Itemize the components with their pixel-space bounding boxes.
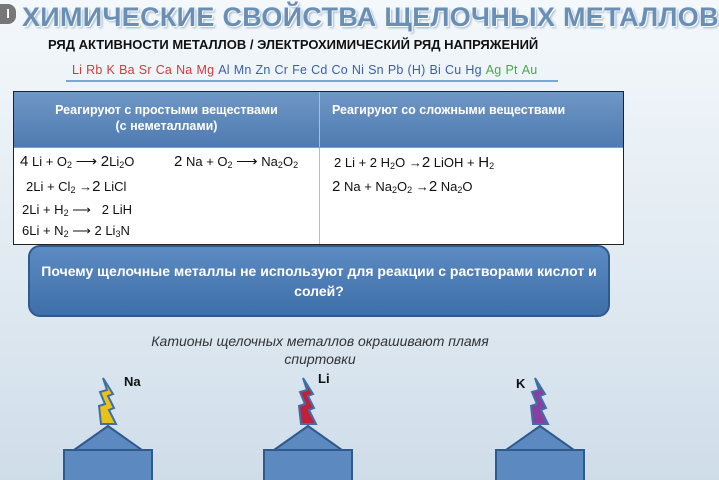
series-metal-13: Cd: [311, 63, 328, 77]
series-metal-12: Fe: [292, 63, 308, 77]
burner-body: [496, 450, 584, 480]
burner-li: [264, 378, 352, 480]
series-metal-24: Au: [521, 63, 538, 77]
series-metal-7: Mg: [196, 63, 215, 77]
slide-subtitle: РЯД АКТИВНОСТИ МЕТАЛЛОВ / ЭЛЕКТРОХИМИЧЕСКИЙ РЯД НАПРЯЖЕНИЙ: [48, 37, 539, 52]
activity-series: [72, 63, 541, 77]
series-metal-20: Cu: [444, 63, 462, 77]
reactions-table: [13, 91, 624, 245]
series-metal-2: K: [106, 63, 116, 77]
reaction-li-cl2: $2Li + Cl_2 \to 2$ LiCl: [26, 178, 127, 195]
label-na: Na: [124, 374, 141, 389]
series-metal-3: Ba: [119, 63, 135, 77]
reaction-li-o2: 4 $Li + O_2$ ⟶ $2Li_2O$: [20, 153, 135, 170]
slide-number-badge: I: [0, 4, 16, 24]
header-simple-substances: Реагируют с простыми веществами (с неметаллами): [55, 103, 278, 133]
series-metal-0: Li: [72, 63, 83, 77]
burner-cap: [74, 426, 142, 450]
burner-cap: [506, 426, 574, 450]
series-metal-5: Ca: [155, 63, 173, 77]
flame-k: [531, 378, 548, 424]
label-li: Li: [318, 371, 330, 386]
reaction-li-n2: $6Li + N_2$ ⟶ 2 $Li_3N$: [22, 223, 130, 239]
series-metal-1: Rb: [86, 63, 103, 77]
series-metal-19: Bi: [429, 63, 441, 77]
reaction-li-h2o: 2 Li + 2 $H_2O \to 2$ LiOH + $H_2$: [334, 154, 495, 171]
series-metal-17: Pb: [387, 63, 404, 77]
series-metal-11: Cr: [274, 63, 289, 77]
label-k: K: [516, 376, 526, 391]
series-metal-14: Co: [331, 63, 348, 77]
row-divider: [14, 147, 623, 148]
burner-cap: [274, 426, 342, 450]
burner-na: [64, 378, 152, 480]
burner-body: [64, 450, 152, 480]
burner-k: [496, 378, 584, 480]
series-metal-6: Na: [176, 63, 193, 77]
reaction-li-h2: $2Li + H_2$ ⟶ 2 LiH: [22, 202, 133, 218]
slide-title: ХИМИЧЕСКИЕ СВОЙСТВА ЩЕЛОЧНЫХ МЕТАЛЛОВ: [22, 2, 719, 32]
series-metal-16: Sn: [368, 63, 384, 77]
flame-na: [99, 378, 116, 424]
flame-li: [299, 378, 316, 424]
series-metal-8: Al: [218, 63, 230, 77]
series-metal-22: Ag: [485, 63, 502, 77]
question-callout: Почему щелочные металлы не используют для реакции с растворами кислот и солей?: [28, 245, 610, 317]
series-metal-9: Mn: [233, 63, 252, 77]
series-metal-10: Zn: [255, 63, 271, 77]
series-metal-23: Pt: [505, 63, 518, 77]
burner-body: [264, 450, 352, 480]
series-metal-4: Sr: [138, 63, 152, 77]
reaction-na-na2o2: 2 $Na + Na_2O_2 \to 2$ $Na_2O$: [332, 178, 473, 195]
burners-illustration: [0, 370, 640, 480]
flame-caption: Катионы щелочных металлов окрашивают пламя спиртовки: [151, 333, 489, 367]
series-metal-18: (H): [407, 63, 426, 77]
series-underline: [66, 80, 558, 82]
series-metal-15: Ni: [351, 63, 365, 77]
header-complex-substances: Реагируют со сложными веществами: [332, 103, 566, 117]
series-metal-21: Hg: [465, 63, 482, 77]
reaction-na-o2: 2 $Na + O_2$ ⟶ $Na_2O_2$: [174, 153, 299, 170]
